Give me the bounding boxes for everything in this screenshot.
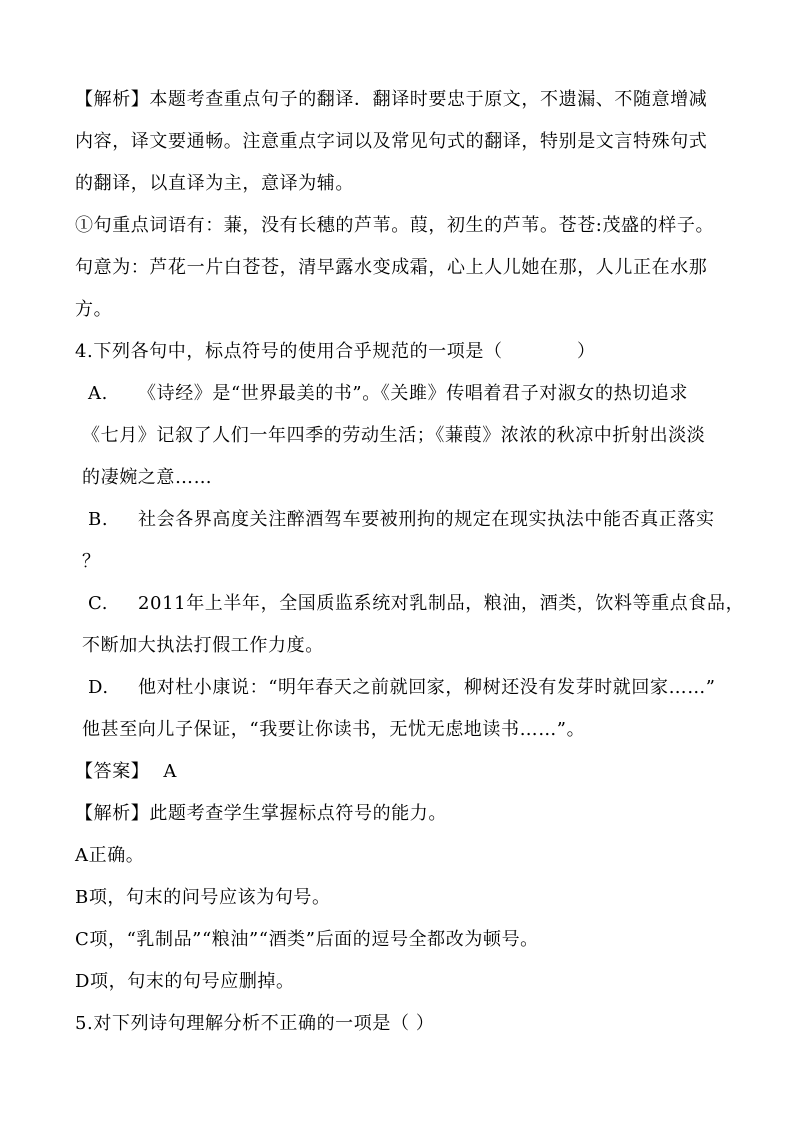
analysis-paragraph-line-3: 的翻译，以直译为主，意译为辅。	[75, 173, 354, 194]
analysis-paragraph-line-4: ①句重点词语有：蒹，没有长穗的芦苇。葭，初生的芦苇。苍苍:茂盛的样子。	[75, 215, 715, 236]
question-4-stem: 4.下列各句中，标点符号的使用合乎规范的一项是（ ）	[75, 341, 596, 362]
option-a-line-1	[88, 382, 738, 406]
option-c-text: 2011年上半年，全国质监系统对乳制品，粮油，酒类，饮料等重点食品，	[138, 593, 745, 614]
option-a-line-3: 的凄婉之意……	[82, 467, 213, 488]
analysis-paragraph-line-2: 内容，译文要通畅。注意重点字词以及常见句式的翻译，特别是文言特殊句式	[75, 131, 708, 152]
answer-label: 【答案】	[75, 761, 150, 782]
option-a-text: 《诗经》是“世界最美的书”。《关雎》传唱着君子对淑女的热切追求	[138, 383, 689, 404]
option-a-letter: A.	[88, 383, 108, 404]
answer-value: A	[163, 761, 178, 782]
option-b-line-2: ？	[82, 551, 101, 572]
answer-line	[75, 760, 725, 784]
analysis-paragraph-line-6: 方。	[75, 299, 113, 320]
option-d-line-2: 他甚至向儿子保证，“我要让你读书，无忧无虑地读书……”。	[82, 719, 586, 740]
option-c-line-1	[88, 592, 745, 616]
option-a-line-2: 《七月》记叙了人们一年四季的劳动生活；《蒹葭》浓浓的秋凉中折射出淡淡	[82, 425, 706, 446]
option-d-letter: D.	[88, 677, 109, 698]
analysis-paragraph-line-1	[75, 88, 725, 112]
analysis-label: 【解析】	[75, 89, 150, 110]
option-b-letter: B.	[88, 509, 109, 530]
option-b-line-1	[88, 508, 738, 532]
analysis-note-d: D项，句末的句号应删掉。	[75, 971, 295, 992]
analysis-paragraph-line-5: 句意为：芦花一片白苍苍，清早露水变成霜，心上人儿她在那，人儿正在水那	[75, 257, 708, 278]
option-d-line-1	[88, 676, 738, 700]
option-c-letter: C.	[88, 593, 109, 614]
option-d-text: 他对杜小康说：“明年春天之前就回家，柳树还没有发芽时就回家……”	[138, 677, 716, 698]
analysis-note-c: C项，“乳制品”“粮油”“酒类”后面的逗号全都改为顿号。	[75, 929, 539, 950]
analysis-note-a: A正确。	[75, 845, 145, 866]
analysis-4-label: 【解析】	[75, 803, 150, 824]
question-5-stem: 5.对下列诗句理解分析不正确的一项是（ ）	[75, 1013, 435, 1034]
option-c-line-2: 不断加大执法打假工作力度。	[82, 635, 324, 656]
analysis-text: 本题考查重点句子的翻译．翻译时要忠于原文，不遗漏、不随意增减	[149, 89, 708, 110]
analysis-4-text: 此题考查学生掌握标点符号的能力。	[149, 803, 448, 824]
analysis-note-b: B项，句末的问号应该为句号。	[75, 887, 331, 908]
option-b-text: 社会各界高度关注醉酒驾车要被刑拘的规定在现实执法中能否真正落实	[138, 509, 715, 530]
analysis-4-line	[75, 802, 725, 826]
